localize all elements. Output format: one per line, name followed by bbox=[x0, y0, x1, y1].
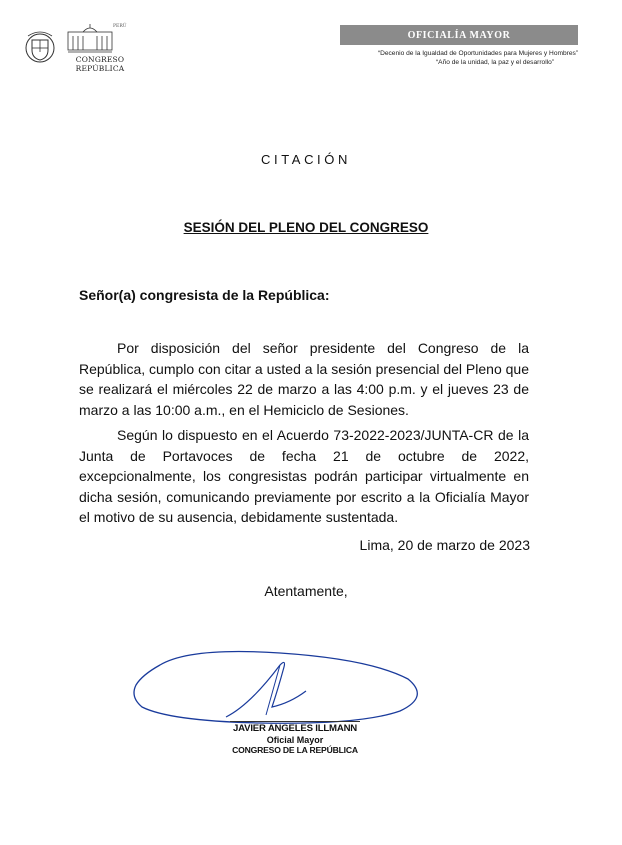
document-subtitle: SESIÓN DEL PLENO DEL CONGRESO bbox=[183, 220, 429, 235]
salutation: Señor(a) congresista de la República: bbox=[79, 287, 330, 303]
office-banner: OFICIALÍA MAYOR bbox=[340, 25, 578, 45]
logo-country-mark: PERÚ bbox=[113, 24, 127, 29]
closing: Atentamente, bbox=[264, 583, 348, 599]
signatory-block bbox=[200, 724, 390, 756]
place-date: Lima, 20 de marzo de 2023 bbox=[359, 537, 530, 553]
decree-line-1: “Decenio de la Igualdad de Oportunidades para Mujeres y Hombres” bbox=[377, 50, 578, 57]
signature-line bbox=[230, 721, 360, 722]
decree-text bbox=[300, 49, 578, 67]
signatory-name: JAVIER ANGELES ILLMANN bbox=[232, 723, 358, 734]
signatory-organization: CONGRESO DE LA REPÚBLICA bbox=[232, 745, 358, 755]
document-title: CITACIÓN bbox=[261, 152, 351, 167]
decree-line-2: “Año de la unidad, la paz y el desarrollo” bbox=[435, 59, 554, 66]
logo-name bbox=[67, 55, 133, 73]
paragraph-2: Según lo dispuesto en el Acuerdo 73-2022-2023/JUNTA-CR de la Junta de Portavoces de fecha 21 de octubre de 2022, excepcionalmente, los congresistas podrán participar virtualmente en dicha sesión, comunicando previamente por escrito a la Oficialía Mayor el motivo de su ausencia, debidamente sustentada. bbox=[79, 427, 529, 525]
logo-name-line1: CONGRESO bbox=[75, 55, 125, 64]
handwritten-signature bbox=[130, 645, 430, 730]
logo-name-line2: REPÚBLICA bbox=[75, 64, 125, 73]
congress-logo bbox=[20, 22, 130, 80]
paragraph-1: Por disposición del señor presidente del Congreso de la República, cumplo con citar a usted a la sesión presencial del Pleno que se realizará el miércoles 22 de marzo a las 4:00 p.m. y el jueves 23 de marzo a las 10:00 a.m., en el Hemiciclo de Sesiones. bbox=[79, 340, 529, 418]
signatory-role: Oficial Mayor bbox=[266, 734, 324, 745]
